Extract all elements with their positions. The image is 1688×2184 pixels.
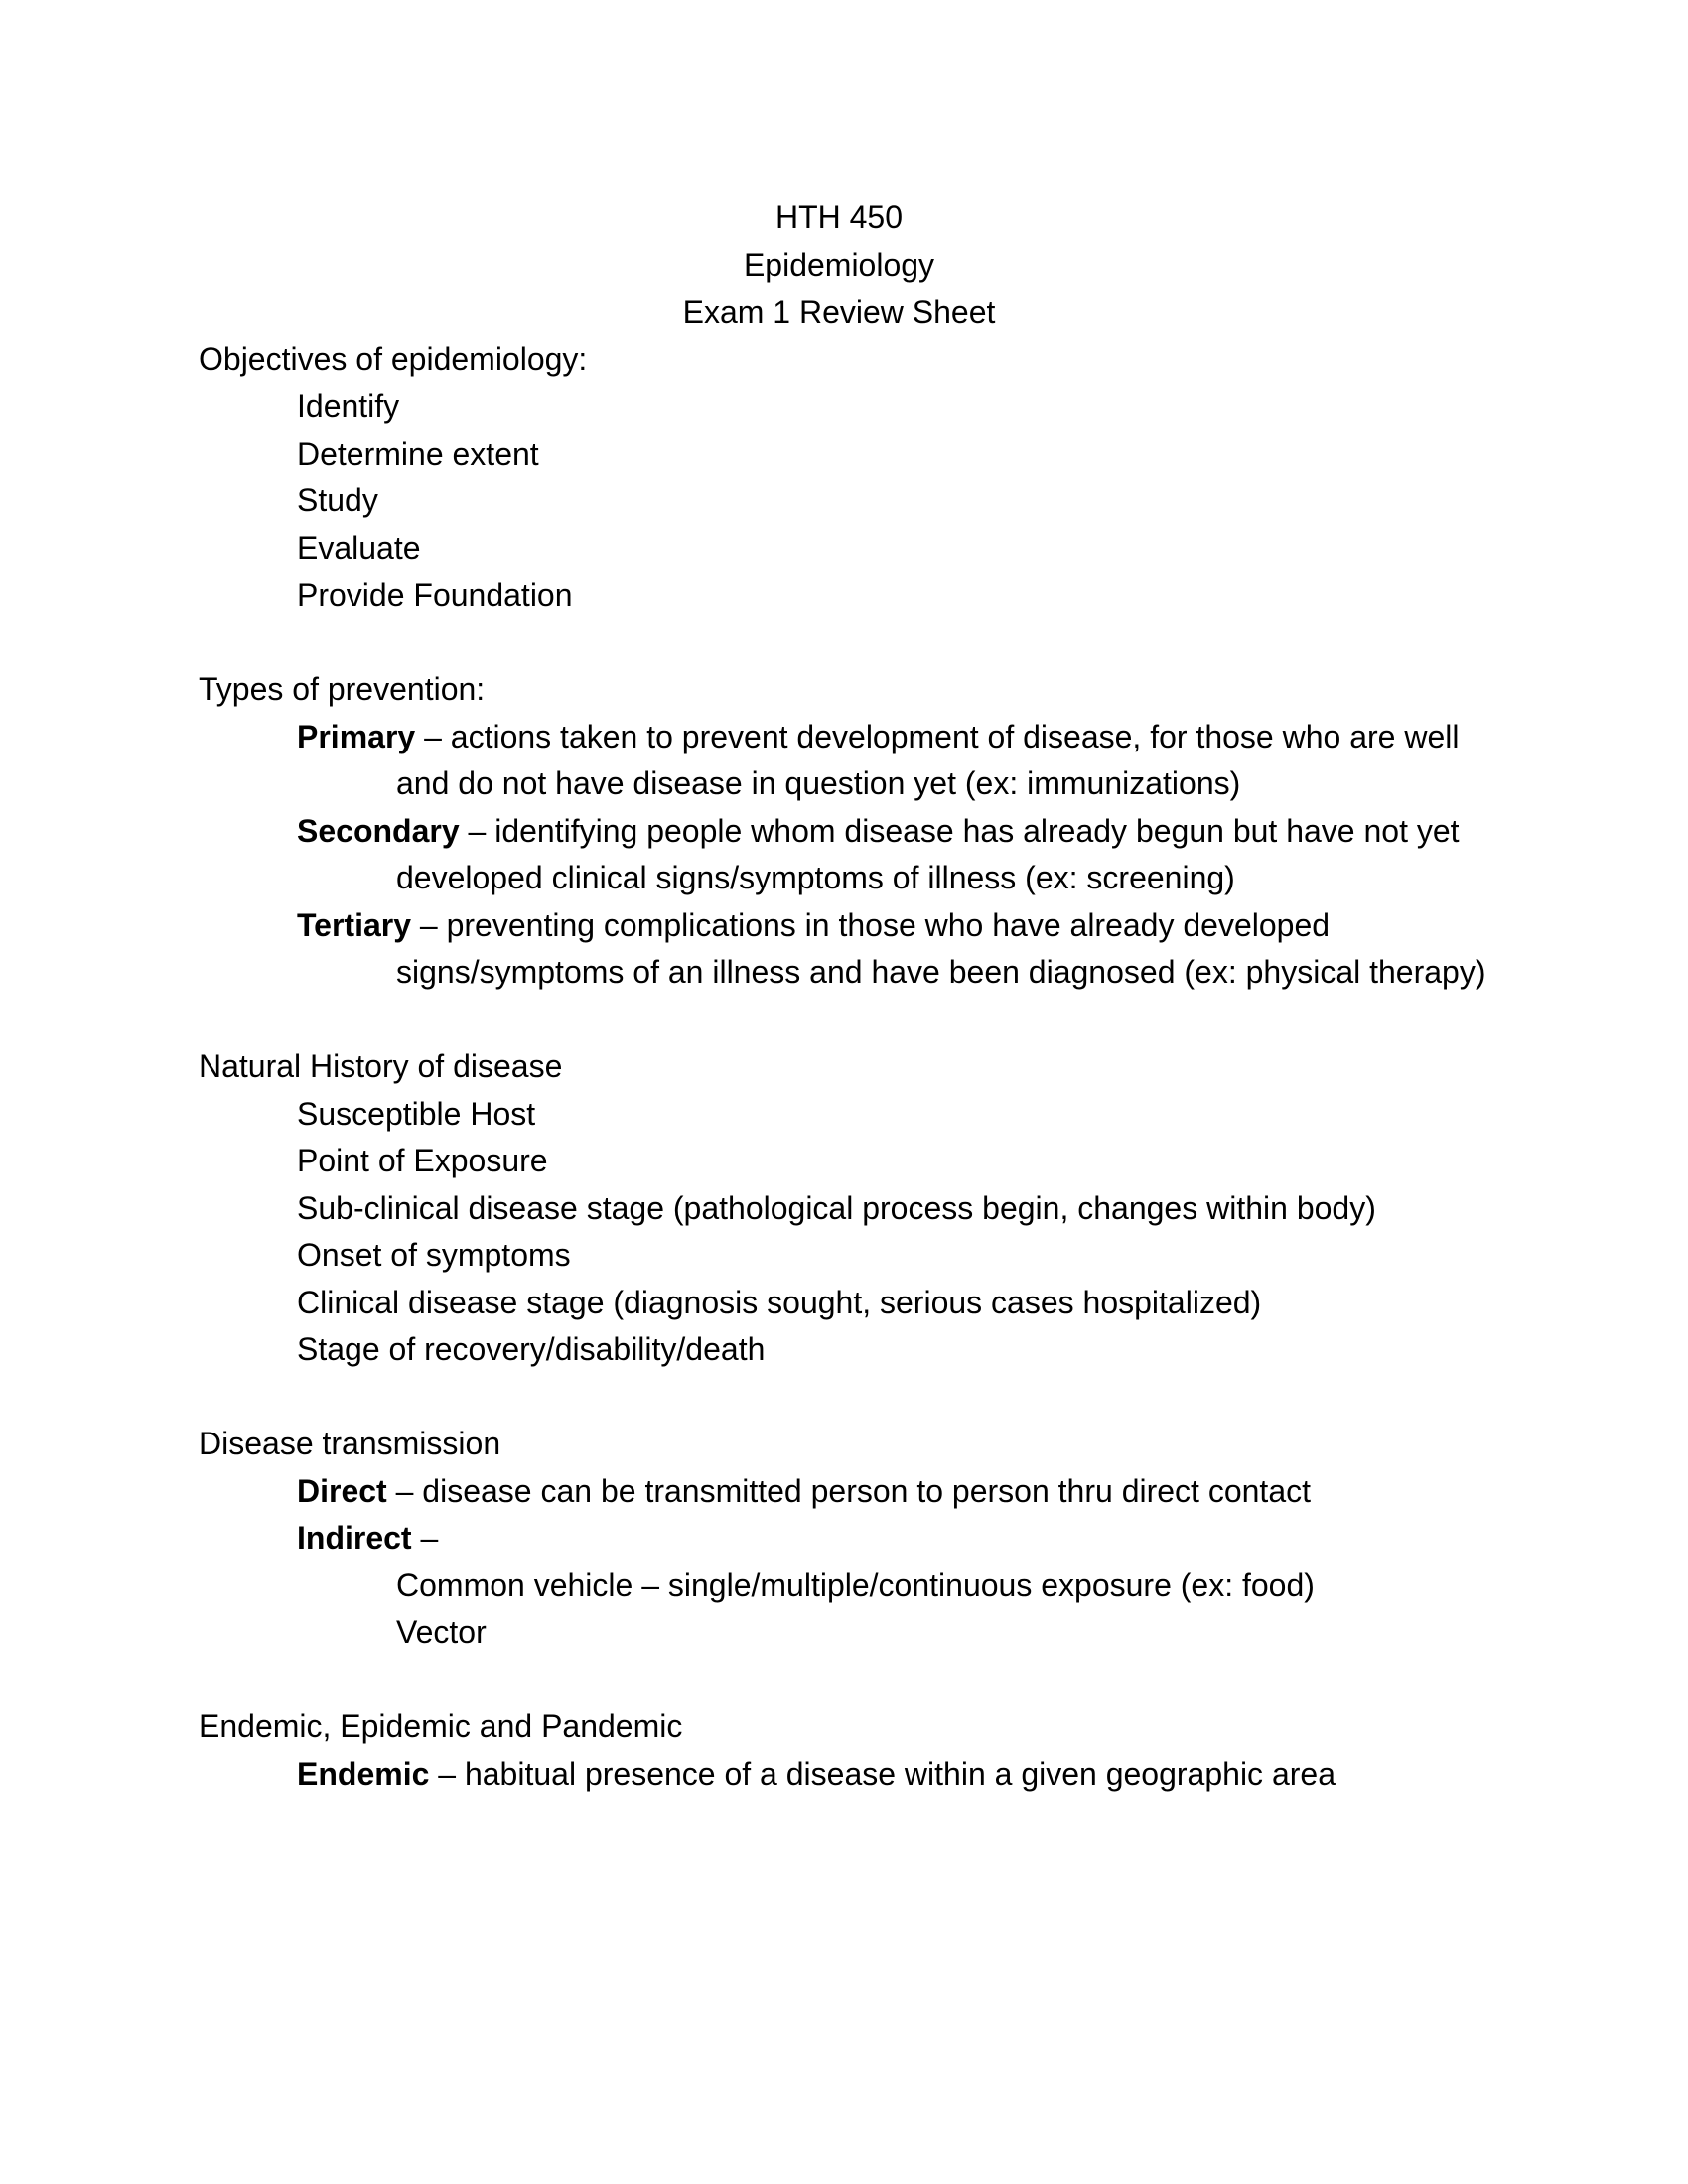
natural-history-item: Clinical disease stage (diagnosis sought, serious cases hospitalized) [297,1284,1262,1320]
endemic-heading: Endemic, Epidemic and Pandemic [199,1708,683,1744]
prevention-definition: – preventing complications in those who have already developed signs/symptoms of an illness and have been diagnosed (ex: physical therapy) [396,906,1486,990]
transmission-heading: Disease transmission [199,1426,501,1461]
natural-history-item: Onset of symptoms [297,1237,571,1273]
course-code: HTH 450 [774,200,904,235]
prevention-term: Secondary [297,812,460,849]
section-gap [199,1374,1489,1422]
prevention-heading: Types of prevention: [199,671,486,707]
transmission-term: Indirect [297,1520,412,1556]
transmission-indirect [199,1515,1489,1563]
endemic-definition: – habitual presence of a disease within a given geographic area [429,1755,1336,1792]
objective-item: Study [297,482,378,518]
prevention-term: Tertiary [297,906,412,943]
natural-history-item: Stage of recovery/disability/death [297,1331,766,1367]
objective-item: Determine extent [297,435,539,472]
prevention-definition: – actions taken to prevent development of disease, for those who are well and do not have disease in question yet (ex: immunizations) [396,718,1460,801]
indirect-subitem: Common vehicle – single/multiple/continuous exposure (ex: food) [396,1567,1315,1603]
prevention-item-tertiary [199,902,1488,997]
document-body [199,195,1489,1798]
natural-history-item: Susceptible Host [297,1095,536,1132]
endemic-item [199,1751,1489,1799]
section-gap [199,997,1489,1044]
objectives-heading: Objectives of epidemiology: [199,341,588,377]
course-subject: Epidemiology [743,246,935,283]
objective-item: Identify [297,388,400,424]
prevention-term: Primary [297,718,416,754]
prevention-item-primary [199,714,1488,808]
natural-history-item: Point of Exposure [297,1143,548,1178]
transmission-definition: – [411,1520,439,1556]
natural-history-heading: Natural History of disease [199,1048,563,1084]
prevention-item-secondary [199,808,1488,902]
transmission-term: Direct [297,1472,387,1509]
sheet-title: Exam 1 Review Sheet [682,294,996,330]
transmission-definition: – disease can be transmitted person to person thru direct contact [386,1472,1311,1509]
transmission-direct [199,1468,1489,1516]
indirect-subitem: Vector [396,1614,487,1650]
endemic-term: Endemic [297,1755,430,1792]
section-gap [199,1657,1489,1705]
objective-item: Evaluate [297,529,421,566]
natural-history-item: Sub-clinical disease stage (pathological process begin, changes within body) [297,1189,1376,1226]
section-gap [199,619,1489,667]
prevention-definition: – identifying people whom disease has already begun but have not yet developed clinical signs/symptoms of illness (ex: screening) [396,812,1460,895]
objective-item: Provide Foundation [297,577,573,613]
